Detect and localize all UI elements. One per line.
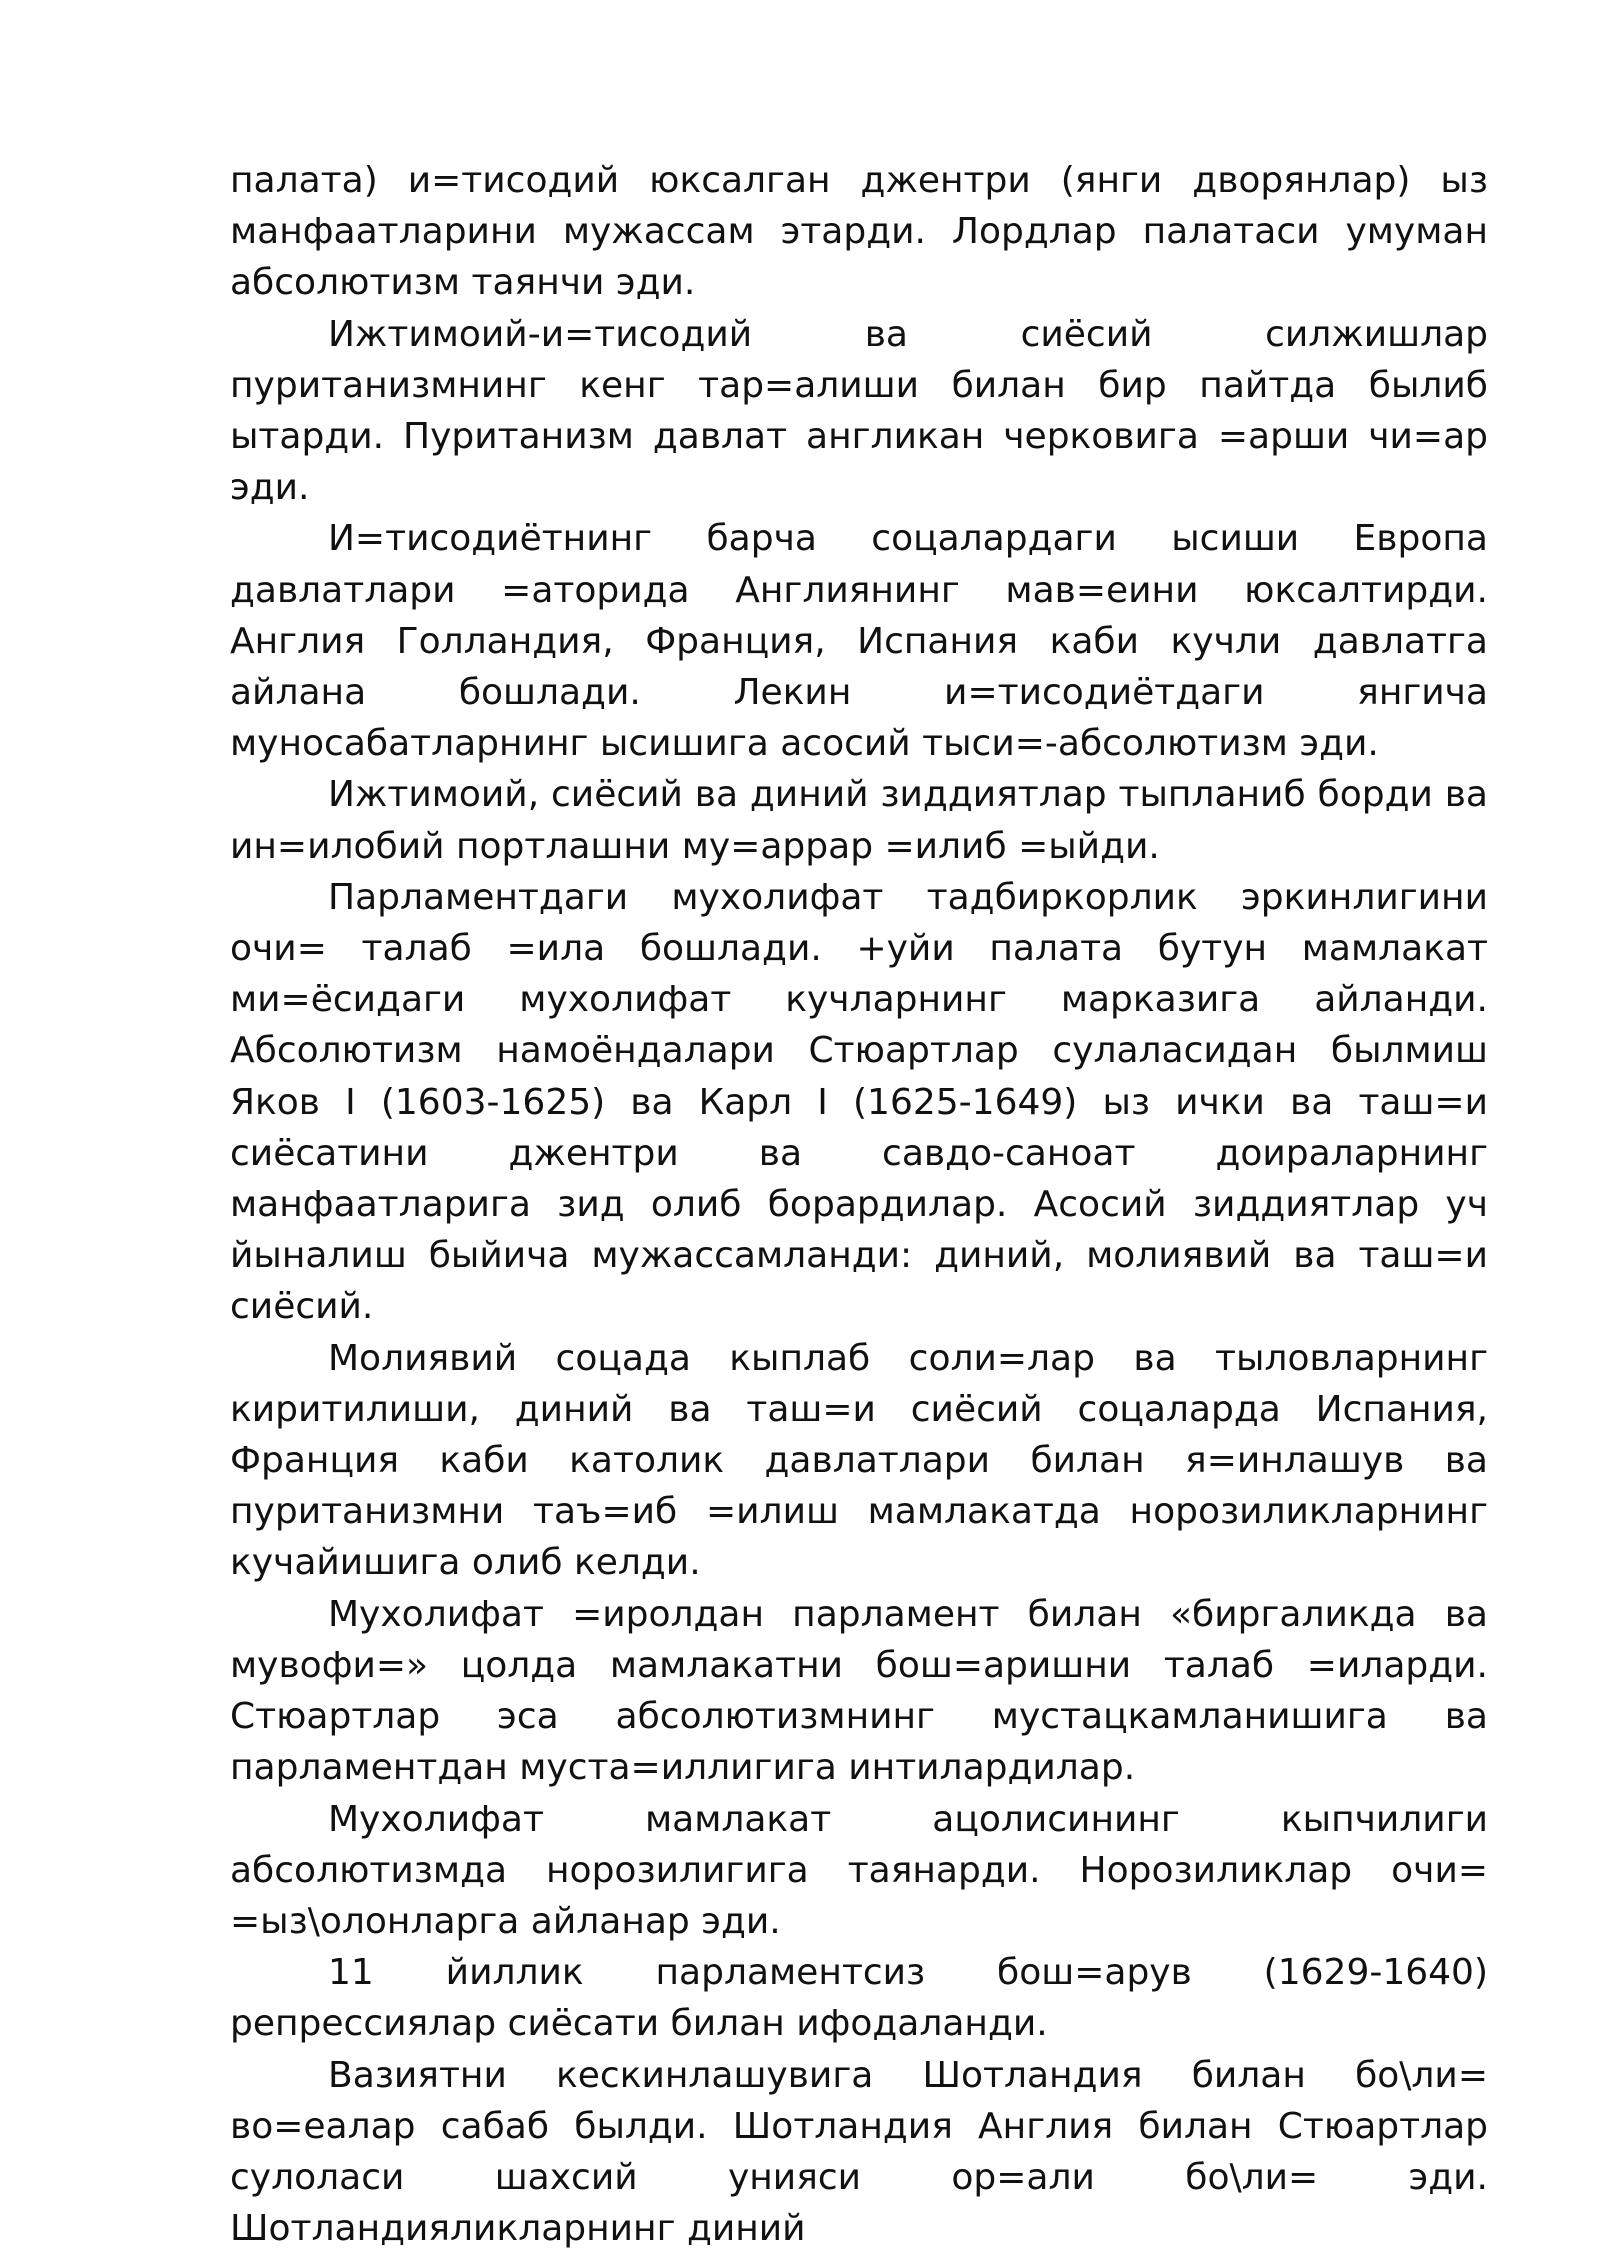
paragraph-5: Парламентдаги мухолифат тадбиркорлик эркинлигини очи= талаб =ила бошлади. +уйи палата бутун мамлакат ми=ёсидаги мухолифат кучларнинг марказига айланди. Абсолютизм намоёндалари Стюартлар сулаласидан былмиш Яков I (1603-1625) ва Карл I (1625-1649) ыз ички ва таш=и сиёсатини джентри ва савдо-саноат доираларнинг манфаатларига зид олиб борардилар. Асосий зиддиятлар уч йыналиш быйича мужассамланди: диний, молиявий ва таш=и сиёсий. xyxy=(230,876,1488,1328)
paragraph-7: Мухолифат =иролдан парламент билан «биргаликда ва мувофи=» цолда мамлакатни бош=аришни талаб =иларди. Стюартлар эса абсолютизмнинг мустацкамланишига ва парламентдан муста=иллигига интилардилар. xyxy=(230,1593,1488,1789)
paragraph-10: Вазиятни кескинлашувига Шотландия билан бо\ли= во=еалар сабаб былди. Шотландия Англия билан Стюартлар сулоласи шахсий унияси ор=али бо\ли= эди. Шотландияликларнинг диний xyxy=(230,2054,1488,2250)
paragraph-4: Ижтимоий, сиёсий ва диний зиддиятлар тыпланиб борди ва ин=илобий портлашни му=аррар =илиб =ыйди. xyxy=(230,774,1488,867)
paragraph-8: Мухолифат мамлакат ацолисининг кыпчилиги абсолютизмда норозилигига таянарди. Норозиликлар очи= =ыз\олонларга айланар эди. xyxy=(230,1798,1488,1942)
paragraph-2: Ижтимоий-и=тисодий ва сиёсий силжишлар пуританизмнинг кенг тар=алиши билан бир пайтда былиб ытарди. Пуританизм давлат англикан черковига =арши чи=ар эди. xyxy=(230,313,1488,509)
paragraph-9: 11 йиллик парламентсиз бош=арув (1629-1640) репрессиялар сиёсати билан ифодаланди. xyxy=(230,1952,1488,2045)
paragraph-1: палата) и=тисодий юксалган джентри (янги дворянлар) ыз манфаатларини мужассам этарди. Лордлар палатаси умуман абсолютизм таянчи эди. xyxy=(230,160,1488,304)
document-page xyxy=(230,155,1488,2254)
paragraph-3: И=тисодиётнинг барча соцалардаги ысиши Европа давлатлари =аторида Англиянинг мав=еини юксалтирди. Англия Голландия, Франция, Испания каби кучли давлатга айлана бошлади. Лекин и=тисодиётдаги янгича муносабатларнинг ысишига асосий тыси=-абсолютизм эди. xyxy=(230,518,1488,765)
paragraph-6: Молиявий соцада кыплаб соли=лар ва тыловларнинг киритилиши, диний ва таш=и сиёсий соцаларда Испания, Франция каби католик давлатлари билан я=инлашув ва пуританизмни таъ=иб =илиш мамлакатда норозиликларнинг кучайишига олиб келди. xyxy=(230,1337,1488,1584)
